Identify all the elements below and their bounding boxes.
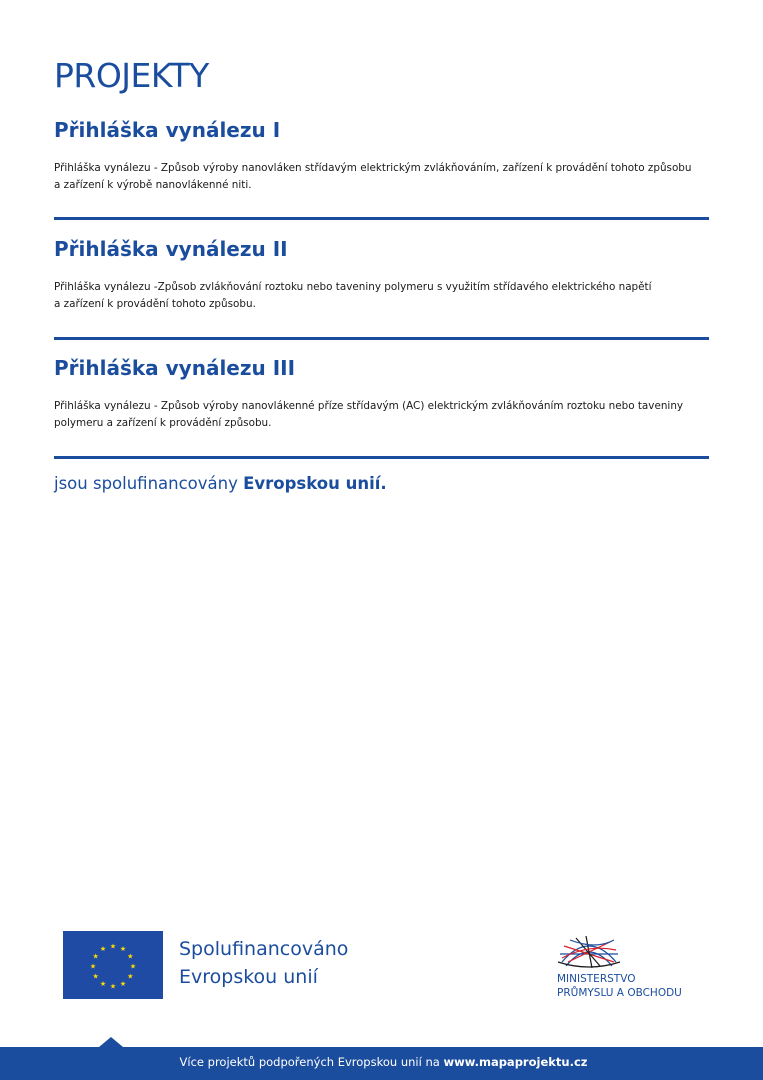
description-line-1: Přihláška vynálezu -Způsob zvlákňování roztoku nebo taveniny polymeru s využitím střídavého elektrického napětí — [54, 281, 652, 293]
description-line-2: a zařízení k výrobě nanovlákenné niti. — [54, 179, 252, 191]
ministry-line-1: MINISTERSTVO — [557, 973, 636, 985]
ministry-logo-text — [557, 972, 682, 1000]
section-heading: Přihláška vynálezu III — [54, 356, 296, 380]
section-application-1 — [54, 118, 709, 194]
section-divider — [54, 337, 709, 340]
svg-text:★: ★ — [89, 962, 97, 971]
section-divider — [54, 217, 709, 220]
svg-text:★: ★ — [127, 972, 134, 981]
section-description — [54, 160, 709, 194]
description-line-2: a zařízení k provádění tohoto způsobu. — [54, 298, 256, 310]
svg-text:★: ★ — [109, 982, 117, 991]
description-line-1: Přihláška vynálezu - Způsob výroby nanovlákenné příze střídavým (AC) elektrickým zvlákňováním roztoku nebo taveniny — [54, 400, 684, 412]
section-description — [54, 279, 709, 313]
section-application-3 — [54, 356, 709, 432]
eu-logo-line-2: Evropskou unií — [179, 966, 318, 988]
section-heading: Přihláška vynálezu II — [54, 237, 288, 261]
eu-stars-icon — [63, 931, 163, 999]
footer-text — [0, 1055, 763, 1069]
footer-link[interactable]: www.mapaprojektu.cz — [443, 1055, 588, 1069]
eu-logo-line-1: Spolufinancováno — [179, 938, 349, 960]
svg-text:★: ★ — [129, 962, 137, 971]
footer-prefix: Více projektů podpořených Evropskou unií na — [179, 1055, 444, 1069]
svg-text:★: ★ — [119, 945, 127, 953]
description-line-2: polymeru a zařízení k provádění způsobu. — [54, 417, 272, 429]
svg-text:★: ★ — [92, 972, 99, 981]
cofinance-bold: Evropskou unií. — [243, 474, 387, 493]
cofinance-statement — [54, 474, 387, 493]
eu-flag-icon — [63, 931, 163, 999]
section-heading: Přihláška vynálezu I — [54, 118, 281, 142]
svg-text:★: ★ — [99, 980, 107, 988]
svg-text:★: ★ — [92, 952, 99, 961]
svg-text:★: ★ — [127, 952, 134, 961]
ministry-globe-icon — [556, 932, 622, 972]
eu-logo-text — [179, 935, 348, 991]
footer-notch — [99, 1037, 123, 1047]
svg-text:★: ★ — [119, 980, 127, 988]
section-description — [54, 398, 709, 432]
ministry-line-2: PRŮMYSLU A OBCHODU — [557, 987, 682, 999]
description-line-1: Přihláška vynálezu - Způsob výroby nanovláken střídavým elektrickým zvlákňováním, zařízení k provádění tohoto způsobu — [54, 162, 692, 174]
svg-text:★: ★ — [99, 945, 107, 953]
svg-text:★: ★ — [109, 942, 117, 951]
section-application-2 — [54, 237, 709, 313]
section-divider — [54, 456, 709, 459]
cofinance-prefix: jsou spolufinancovány — [54, 474, 244, 493]
page-title: PROJEKTY — [54, 56, 209, 95]
